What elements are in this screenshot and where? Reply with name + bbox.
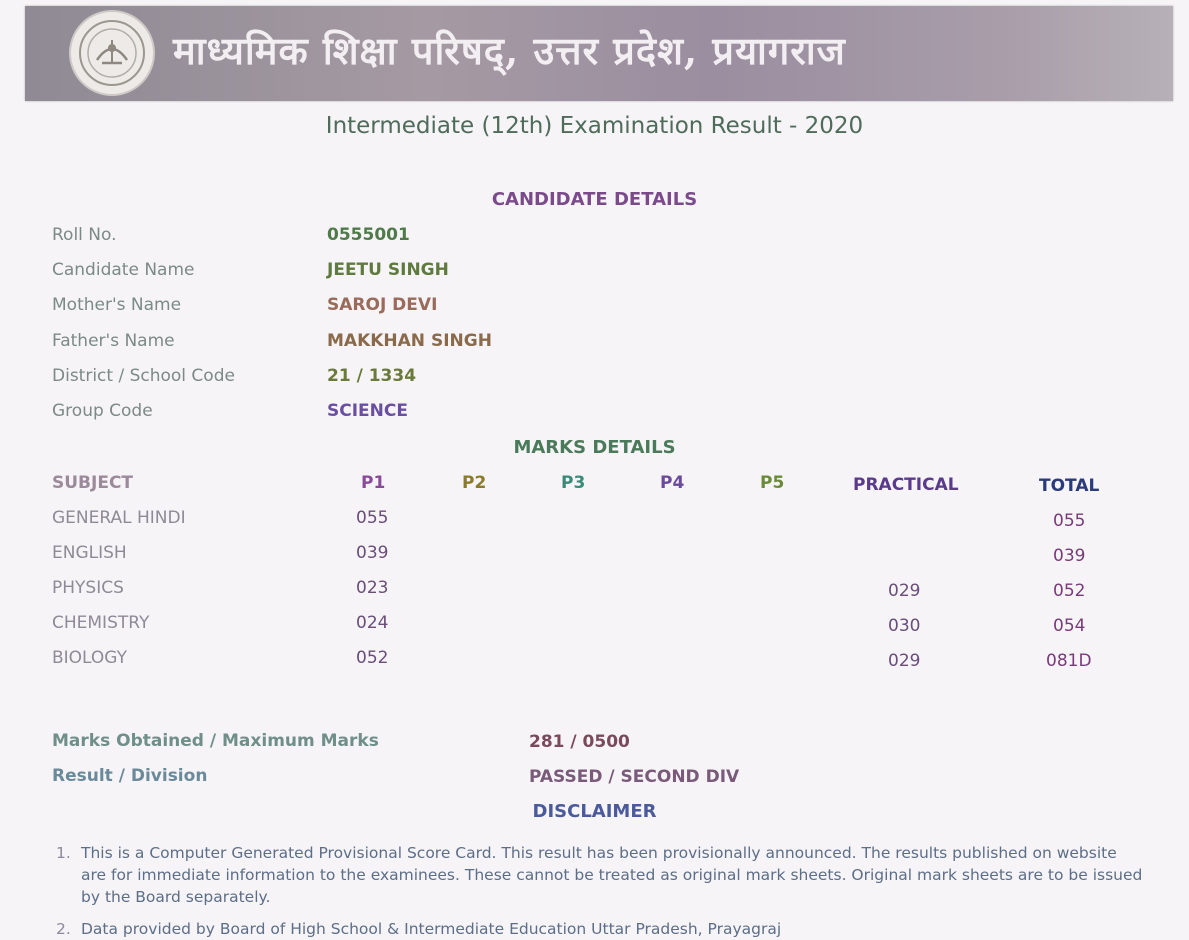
field-label: District / School Code	[52, 366, 235, 386]
board-title: माध्यमिक शिक्षा परिषद्, उत्तर प्रदेश, प्रयागराज	[173, 28, 846, 73]
field-label: Roll No.	[52, 225, 117, 245]
practical-mark: 030	[888, 616, 921, 636]
total-mark: 055	[1053, 511, 1086, 531]
up-board-emblem-icon	[69, 10, 155, 96]
field-label: Mother's Name	[52, 295, 182, 315]
field-value: SAROJ DEVI	[327, 295, 438, 315]
subject-name: CHEMISTRY	[52, 613, 150, 633]
total-mark: 054	[1053, 616, 1086, 636]
practical-mark: 029	[888, 581, 921, 601]
subject-name: ENGLISH	[52, 543, 127, 563]
subject-name: PHYSICS	[52, 578, 124, 598]
p1-mark: 039	[356, 543, 389, 563]
result-division-label: Result / Division	[52, 766, 208, 786]
field-value: SCIENCE	[327, 401, 408, 421]
marks-details-heading: MARKS DETAILS	[513, 437, 676, 458]
p1-mark: 023	[356, 578, 389, 598]
subject-name: GENERAL HINDI	[52, 508, 186, 528]
subject-name: BIOLOGY	[52, 648, 128, 668]
header-banner	[25, 6, 1173, 101]
candidate-details-heading: CANDIDATE DETAILS	[491, 189, 698, 210]
disclaimer-number: 1.	[56, 844, 71, 862]
col-total: TOTAL	[1039, 476, 1100, 496]
field-value: JEETU SINGH	[327, 260, 449, 280]
col-p5: P5	[760, 473, 785, 493]
result-division-value: PASSED / SECOND DIV	[529, 767, 740, 787]
disclaimer-text: Data provided by Board of High School & Intermediate Education Uttar Pradesh, Prayagraj	[81, 920, 782, 938]
field-value: MAKKHAN SINGH	[327, 331, 492, 351]
disclaimer-number: 2.	[56, 920, 71, 938]
total-mark: 081D	[1046, 651, 1092, 671]
col-p4: P4	[660, 473, 685, 493]
col-p2: P2	[462, 473, 487, 493]
disclaimer-item-2	[56, 918, 1146, 940]
col-practical: PRACTICAL	[853, 475, 959, 495]
p1-mark: 052	[356, 648, 389, 668]
col-subject: SUBJECT	[52, 473, 134, 493]
field-label: Father's Name	[52, 331, 175, 351]
practical-mark: 029	[888, 651, 921, 671]
col-p3: P3	[561, 473, 586, 493]
total-mark: 039	[1053, 546, 1086, 566]
field-value: 21 / 1334	[327, 366, 417, 386]
total-mark: 052	[1053, 581, 1086, 601]
field-label: Group Code	[52, 401, 153, 421]
p1-mark: 055	[356, 508, 389, 528]
col-p1: P1	[361, 473, 386, 493]
field-value: 0555001	[327, 225, 410, 245]
field-label: Candidate Name	[52, 260, 195, 280]
disclaimer-heading: DISCLAIMER	[532, 801, 657, 822]
p1-mark: 024	[356, 613, 389, 633]
disclaimer-text: This is a Computer Generated Provisional Score Card. This result has been provisionally announced. The results published on website are for immediate information to the examinees. These cannot be treated as original mark sheets. Original mark sheets are to be issued by the Board separately.	[81, 844, 1143, 906]
exam-title: Intermediate (12th) Examination Result - 2020	[325, 113, 864, 139]
marks-obtained-value: 281 / 0500	[529, 732, 630, 752]
disclaimer-item-1	[56, 842, 1146, 908]
marks-obtained-label: Marks Obtained / Maximum Marks	[52, 731, 379, 751]
